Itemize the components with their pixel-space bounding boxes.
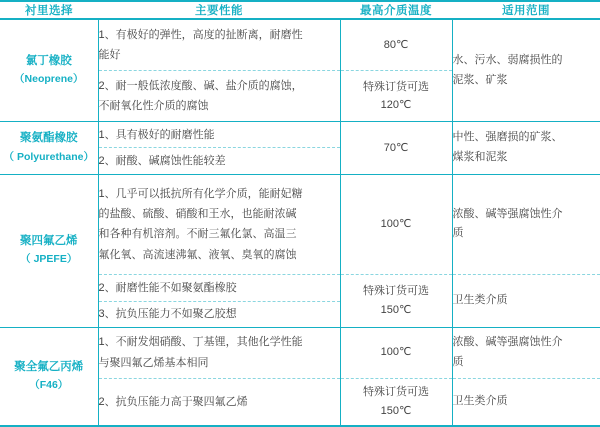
property-line: 2、抗负压能力高于聚四氟乙烯: [98, 395, 248, 408]
property-line: 2、耐酸、碱腐蚀性能较差: [98, 154, 226, 167]
temperature-cell: [340, 122, 452, 174]
properties-cell: [98, 122, 340, 148]
properties-cell: [98, 378, 340, 426]
temperature-value: 100℃: [380, 218, 412, 231]
temperature-value: 150℃: [380, 304, 412, 317]
temperature-value: 100℃: [380, 346, 412, 359]
temperature-cell: [340, 71, 452, 122]
temperature-note: 特殊订货可选: [363, 285, 429, 298]
properties-cell: [98, 174, 340, 275]
material-title: 聚氨酯橡胶: [20, 132, 78, 145]
material-name-polyurethane: [0, 122, 98, 174]
table-row: [0, 174, 600, 275]
properties-cell: [98, 327, 340, 378]
property-line: 能好: [98, 49, 121, 62]
application-line: 泥浆、矿浆: [452, 73, 508, 86]
properties-cell: [98, 71, 340, 122]
application-line: 水、污水、弱腐损性的: [452, 53, 563, 66]
property-line: 2、耐一般低浓度酸、碱、盐介质的腐蚀，: [98, 79, 303, 92]
material-subtitle: （F46）: [29, 379, 69, 392]
property-line: 2、耐磨性能不如聚氨酯橡胶: [98, 281, 237, 294]
material-name-f46: [0, 327, 98, 426]
material-subtitle: （ JPEFE）: [20, 253, 78, 266]
property-line: 不耐氧化性介质的腐蚀: [98, 100, 209, 113]
application-line: 中性、强磨损的矿浆、: [452, 131, 563, 144]
temperature-value: 80℃: [383, 38, 409, 51]
application-line: 质: [452, 227, 464, 240]
property-line: 与聚四氟乙烯基本相同: [98, 356, 209, 369]
property-line: 1、几乎可以抵抗所有化学介质，能耐妃糖: [98, 187, 303, 200]
table-body: [0, 19, 600, 426]
properties-cell: [98, 301, 340, 327]
table-row: [0, 327, 600, 378]
property-line: 3、抗负压能力不如聚乙胶想: [98, 307, 237, 320]
material-title: 氯丁橡胶: [25, 54, 72, 67]
application-cell: [452, 275, 600, 327]
table-header-row: [0, 1, 600, 19]
properties-cell: [98, 148, 340, 174]
temperature-cell: [340, 174, 452, 275]
application-cell: [452, 174, 600, 275]
application-cell: [452, 122, 600, 174]
application-line: 浓酸、碱等强腐蚀性介: [452, 335, 563, 348]
properties-cell: [98, 19, 340, 71]
application-cell: [452, 19, 600, 122]
property-line: 1、具有极好的耐磨性能: [98, 128, 215, 141]
application-line: 卫生类介质: [452, 395, 508, 407]
material-subtitle: （ Polyurethane）: [3, 150, 94, 163]
temperature-value: 70℃: [383, 141, 409, 154]
property-line: 的盐酸、硫酸、硝酸和王水，也能耐浓碱: [98, 208, 297, 221]
properties-cell: [98, 275, 340, 301]
application-line: 卫生类介质: [452, 294, 508, 307]
property-line: 和各种有机溶剂。不耐三氟化氯、高温三: [98, 228, 297, 241]
material-subtitle: （Neoprene）: [14, 73, 84, 86]
material-name-neoprene: [0, 19, 98, 122]
table-row: [0, 19, 600, 71]
application-line: 煤浆和泥浆: [452, 150, 508, 163]
application-line: 质: [452, 355, 464, 368]
temperature-cell: [340, 378, 452, 426]
temperature-note: 特殊订货可选: [363, 80, 429, 93]
material-title: 聚全氟乙丙烯: [14, 360, 84, 373]
material-name-ptfe: [0, 174, 98, 327]
application-line: 浓酸、碱等强腐蚀性介: [452, 207, 563, 220]
table-row: [0, 122, 600, 148]
property-line: 1、不耐发烟硝酸、丁基锂，其他化学性能: [98, 336, 303, 349]
application-cell: [452, 327, 600, 378]
application-cell: [452, 378, 600, 426]
property-line: 氟化氧、高流速沸氟、液氧、臭氧的腐蚀: [98, 248, 297, 261]
column-header-application-range: 适用范围: [452, 1, 600, 19]
column-header-main-properties: 主要性能: [98, 1, 340, 19]
temperature-value: 120℃: [380, 99, 412, 112]
temperature-value: 150℃: [380, 404, 412, 417]
column-header-liner-selection: 衬里选择: [0, 1, 98, 19]
column-header-max-temperature: 最高介质温度: [340, 1, 452, 19]
temperature-cell: [340, 327, 452, 378]
temperature-cell: [340, 275, 452, 327]
material-title: 聚四氟乙烯: [20, 234, 78, 247]
table-header: [0, 1, 600, 19]
property-line: 1、有极好的弹性，高度的扯断离，耐磨性: [98, 28, 303, 41]
temperature-note: 特殊订货可选: [363, 386, 429, 399]
temperature-cell: [340, 19, 452, 71]
